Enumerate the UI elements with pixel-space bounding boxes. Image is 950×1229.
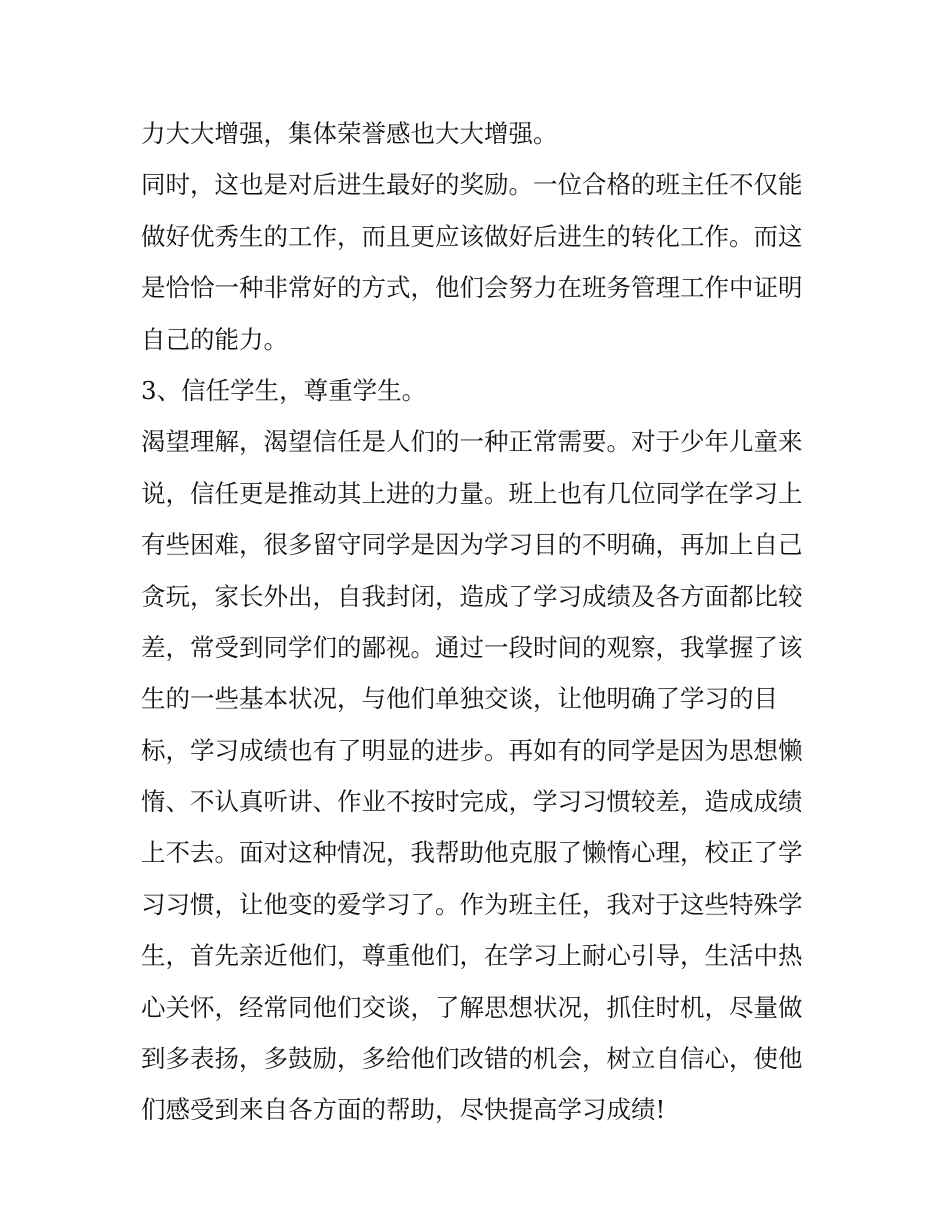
text-line: 自己的能力。: [141, 324, 288, 354]
text-line: 有些困难，很多留守同学是因为学习目的不明确，再加上自己: [141, 530, 803, 560]
text-line: 同时，这也是对后进生最好的奖励。一位合格的班主任不仅能: [141, 170, 803, 200]
text-line: 说，信任更是推动其上进的力量。班上也有几位同学在学习上: [141, 478, 803, 508]
text-line: 心关怀，经常同他们交谈，了解思想状况，抓住时机，尽量做: [141, 992, 803, 1022]
text-line: 到多表扬，多鼓励，多给他们改错的机会，树立自信心，使他: [141, 1044, 803, 1074]
text-line: 做好优秀生的工作，而且更应该做好后进生的转化工作。而这: [141, 221, 803, 251]
text-line: 贪玩，家长外出，自我封闭，造成了学习成绩及各方面都比较: [141, 581, 803, 611]
body-text: [141, 108, 821, 1136]
text-line: 标，学习成绩也有了明显的进步。再如有的同学是因为思想懒: [141, 735, 803, 765]
text-line: 是恰恰一种非常好的方式，他们会努力在班务管理工作中证明: [141, 273, 803, 303]
text-line: 习习惯，让他变的爱学习了。作为班主任，我对于这些特殊学: [141, 889, 803, 919]
text-line: 生的一些基本状况，与他们单独交谈，让他明确了学习的目: [141, 684, 778, 714]
text-line: 生，首先亲近他们，尊重他们，在学习上耐心引导，生活中热: [141, 941, 803, 971]
text-line: 惰、不认真听讲、作业不按时完成，学习习惯较差，造成成绩: [141, 787, 803, 817]
text-line: 渴望理解，渴望信任是人们的一种正常需要。对于少年儿童来: [141, 427, 803, 457]
text-line: 上不去。面对这种情况，我帮助他克服了懒惰心理，校正了学: [141, 838, 803, 868]
section-heading: 3、信任学生，尊重学生。: [141, 375, 427, 405]
text-line: 力大大增强，集体荣誉感也大大增强。: [141, 119, 558, 148]
text-line: 们感受到来自各方面的帮助，尽快提高学习成绩!: [141, 1095, 666, 1125]
text-line: 差，常受到同学们的鄙视。通过一段时间的观察，我掌握了该: [141, 632, 803, 662]
